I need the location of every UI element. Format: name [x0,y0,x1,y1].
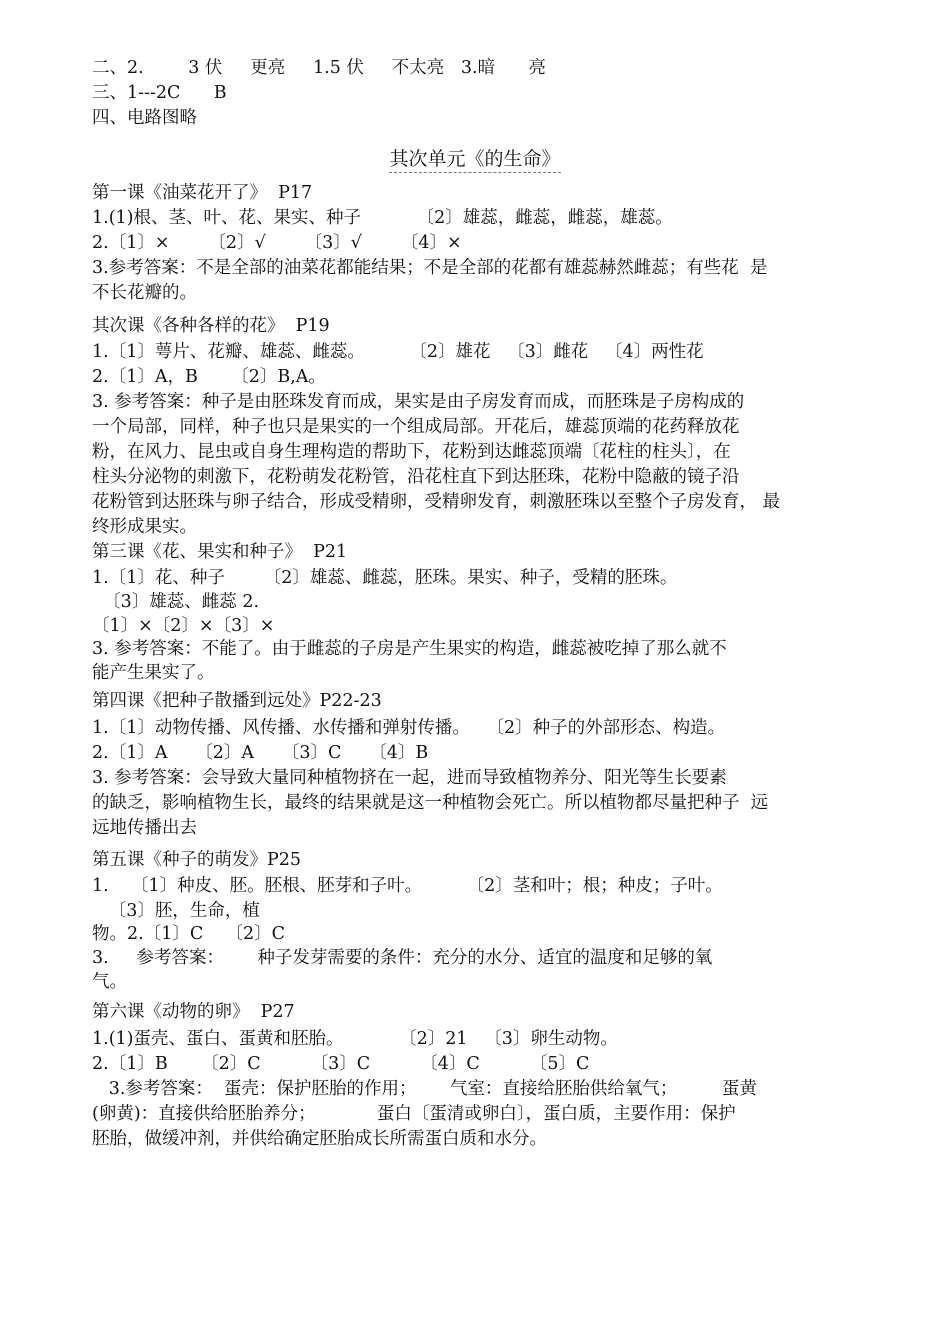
lesson-5-line: 物。2.〔1〕C 〔2〕C [92,924,285,944]
lesson-2-line: 1.〔1〕萼片、花瓣、雄蕊、雌蕊。 〔2〕雄花 〔3〕雌花 〔4〕两性花 [92,342,704,362]
lesson-1-line: 3.参考答案：不是全部的油菜花都能结果；不是全部的花都有雄蕊赫然雌蕊；有些花 是 [92,258,768,278]
lesson-2-line: 柱头分泌物的刺激下，花粉萌发花粉管，沿花柱直下到达胚珠，花粉中隐蔽的镜子沿 [92,467,740,487]
lesson-4-line: 3. 参考答案：会导致大量同种植物挤在一起，进而导致植物养分、阳光等生长要素 [92,768,727,788]
lesson-2-title: 其次课《各种各样的花》 P19 [92,316,330,336]
lesson-3-line: 1.〔1〕花、种子 〔2〕雄蕊、雌蕊，胚珠。果实、种子，受精的胚珠。 [92,568,678,588]
prev-unit-line-2: 二、2. 3 伏 更亮 1.5 伏 不太亮 3.暗 亮 [92,58,546,78]
lesson-2-line: 2.〔1〕A，B 〔2〕B,A。 [92,367,326,387]
lesson-2-line: 一个局部，同样，种子也只是果实的一个组成局部。开花后，雄蕊顶端的花药释放花 [92,417,740,437]
lesson-3-line: 〔3〕雄蕊、雌蕊 2. [92,592,260,612]
lesson-6-line: 1.(1)蛋壳、蛋白、蛋黄和胚胎。 〔2〕21 〔3〕卵生动物。 [92,1029,618,1049]
lesson-3-line: 〔1〕×〔2〕×〔3〕× [92,616,275,636]
lesson-1-line: 1.(1)根、茎、叶、花、果实、种子 〔2〕雄蕊，雌蕊，雌蕊，雄蕊。 [92,208,673,228]
lesson-2-line: 3. 参考答案：种子是由胚珠发育而成，果实是由子房发育而成，而胚珠是子房构成的 [92,392,745,412]
lesson-5-line: 气。 [92,972,127,992]
prev-unit-line-3: 三、1---2C B [92,83,227,103]
lesson-5-line: 3. 参考答案： 种子发芽需要的条件：充分的水分、适宜的温度和足够的氧 [92,948,713,968]
lesson-4-line: 远地传播出去 [92,818,197,838]
lesson-4-line: 1.〔1〕动物传播、风传播、水传播和弹射传播。 〔2〕种子的外部形态、构造。 [92,718,726,738]
lesson-5-line: 1. 〔1〕种皮、胚。胚根、胚芽和子叶。 〔2〕茎和叶；根；种皮；子叶。 [92,876,723,896]
lesson-2-line: 终形成果实。 [92,517,197,537]
lesson-6-line: 胚胎，做缓冲剂，并供给确定胚胎成长所需蛋白质和水分。 [92,1129,547,1149]
lesson-4-line: 的缺乏，影响植物生长，最终的结果就是这一种植物会死亡。所以植物都尽量把种子 远 [92,793,769,813]
lesson-3-title: 第三课《花、果实和种子》 P21 [92,542,348,562]
lesson-5-title: 第五课《种子的萌发》P25 [92,850,302,870]
lesson-3-line: 3. 参考答案：不能了。由于雌蕊的子房是产生果实的构造，雌蕊被吃掉了那么就不 [92,639,727,659]
lesson-1-title: 第一课《油菜花开了》 P17 [92,183,313,203]
lesson-5-line: 〔3〕胚，生命，植 [92,901,260,921]
unit-title: 其次单元《的生命》 [0,146,950,172]
lesson-4-title: 第四课《把种子散播到远处》P22-23 [92,691,382,711]
lesson-1-line: 2.〔1〕× 〔2〕√ 〔3〕√ 〔4〕× [92,233,462,253]
lesson-6-line: 2.〔1〕B 〔2〕C 〔3〕C 〔4〕C 〔5〕C [92,1054,590,1074]
lesson-2-line: 花粉管到达胚珠与卵子结合，形成受精卵，受精卵发育，刺激胚珠以至整个子房发育， 最 [92,492,781,512]
lesson-6-line: (卵黄)：直接供给胚胎养分； 蛋白〔蛋清或卵白〕，蛋白质，主要作用：保护 [92,1104,736,1124]
lesson-1-line: 不长花瓣的。 [92,283,197,303]
lesson-6-title: 第六课《动物的卵》 P27 [92,1002,295,1022]
lesson-2-line: 粉，在风力、昆虫或自身生理构造的帮助下，花粉到达雌蕊顶端〔花柱的柱头〕，在 [92,442,731,462]
lesson-6-line: 3.参考答案： 蛋壳：保护胚胎的作用； 气室：直接给胚胎供给氧气； 蛋黄 [92,1079,757,1099]
lesson-4-line: 2.〔1〕A 〔2〕A 〔3〕C 〔4〕B [92,743,429,763]
lesson-3-line: 能产生果实了。 [92,663,215,683]
prev-unit-line-4: 四、电路图略 [92,108,197,128]
